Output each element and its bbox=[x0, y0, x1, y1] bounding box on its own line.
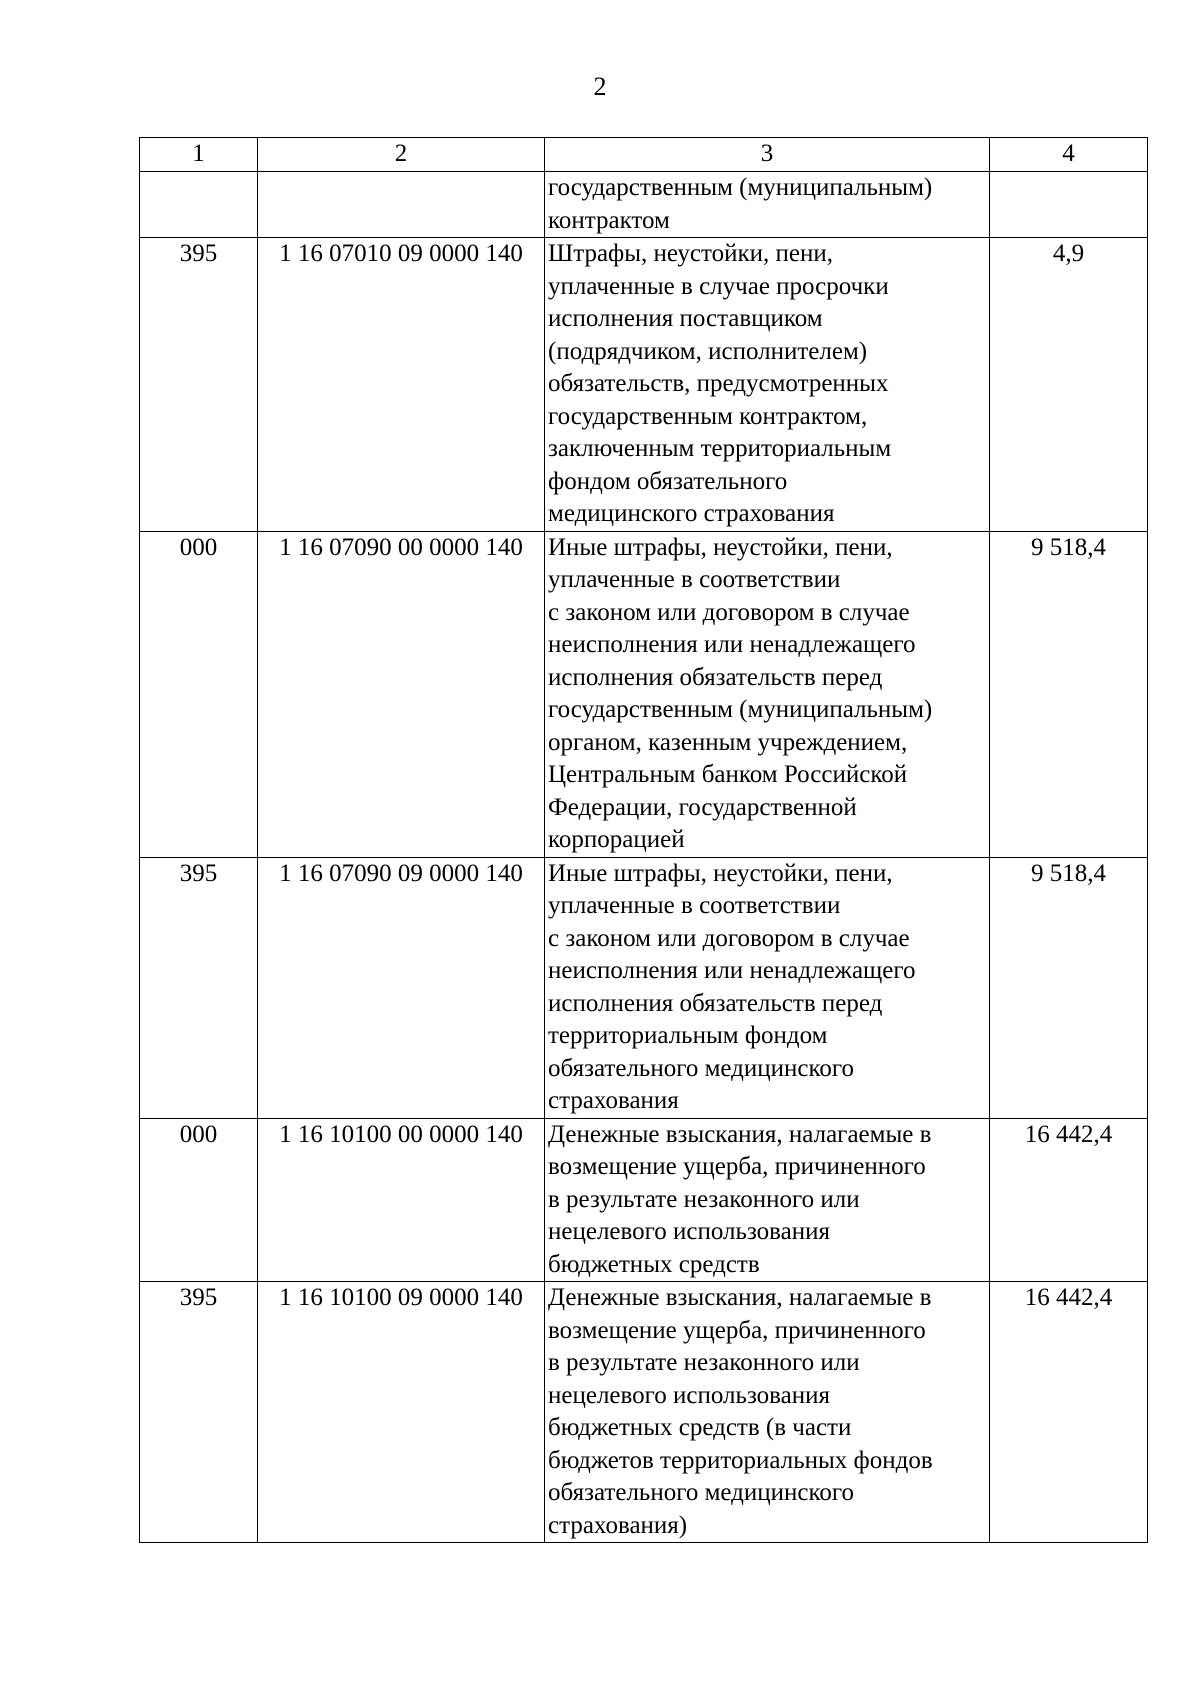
budget-classification-code-cell: 1 16 07090 09 0000 140 bbox=[258, 857, 545, 1118]
description-line: нецелевого использования bbox=[548, 1381, 830, 1409]
description-line: исполнения обязательств перед bbox=[548, 663, 883, 691]
table-header-row bbox=[140, 138, 1148, 172]
description-line: исполнения обязательств перед bbox=[548, 989, 883, 1017]
header-cell-1: 1 bbox=[140, 138, 258, 172]
amount-cell bbox=[990, 172, 1148, 238]
admin-code-cell: 395 bbox=[140, 238, 258, 532]
description-line: обязательного медицинского bbox=[548, 1479, 855, 1506]
description-line: фондом обязательного bbox=[548, 467, 788, 495]
description-line: бюджетных средств (в части bbox=[548, 1414, 852, 1441]
header-cell-4: 4 bbox=[990, 138, 1148, 172]
table-row bbox=[140, 172, 1148, 238]
header-cell-2: 2 bbox=[258, 138, 545, 172]
description-line: государственным (муниципальным) bbox=[548, 174, 933, 201]
budget-classification-code-cell: 1 16 07010 09 0000 140 bbox=[258, 238, 545, 532]
revenue-description-cell bbox=[545, 172, 990, 238]
revenue-description-cell bbox=[545, 1118, 990, 1282]
description-line: Иные штрафы, неустойки, пени, bbox=[548, 533, 893, 561]
description-line: обязательств, предусмотренных bbox=[548, 370, 889, 397]
description-line: в результате незаконного или bbox=[548, 1185, 860, 1213]
description-line: заключенным территориальным bbox=[548, 435, 892, 462]
budget-classification-code-cell: 1 16 10100 09 0000 140 bbox=[258, 1282, 545, 1543]
description-line: уплаченные в случае просрочки bbox=[548, 272, 889, 300]
description-line: бюджетов территориальных фондов bbox=[548, 1446, 933, 1474]
description-line: государственным (муниципальным) bbox=[548, 696, 933, 723]
description-line: с законом или договором в случае bbox=[548, 598, 910, 626]
revenue-description-cell bbox=[545, 857, 990, 1118]
table-row bbox=[140, 531, 1148, 857]
table-row bbox=[140, 238, 1148, 532]
description-line: Иные штрафы, неустойки, пени, bbox=[548, 859, 893, 887]
description-line: корпорацией bbox=[548, 826, 685, 853]
page-number: 2 bbox=[593, 72, 607, 101]
admin-code-cell: 395 bbox=[140, 857, 258, 1118]
description-line: Центральным банком Российской bbox=[548, 761, 908, 788]
table-row bbox=[140, 1118, 1148, 1282]
revenue-description-cell bbox=[545, 238, 990, 532]
description-line: Федерации, государственной bbox=[548, 793, 857, 821]
admin-code-cell bbox=[140, 172, 258, 238]
amount-cell: 9 518,4 bbox=[990, 531, 1148, 857]
description-line: медицинского страхования bbox=[548, 500, 835, 527]
revenue-table bbox=[139, 137, 1148, 1543]
revenue-description-cell bbox=[545, 531, 990, 857]
description-line: территориальным фондом bbox=[548, 1022, 828, 1049]
description-line: уплаченные в соответствии bbox=[548, 892, 841, 919]
amount-cell: 9 518,4 bbox=[990, 857, 1148, 1118]
description-line: неисполнения или ненадлежащего bbox=[548, 957, 916, 984]
description-line: возмещение ущерба, причиненного bbox=[548, 1153, 926, 1180]
table-row bbox=[140, 857, 1148, 1118]
description-line: в результате незаконного или bbox=[548, 1349, 860, 1376]
description-line: Денежные взыскания, налагаемые в bbox=[548, 1120, 932, 1148]
revenue-description-cell bbox=[545, 1282, 990, 1543]
description-line: исполнения поставщиком bbox=[548, 305, 823, 332]
budget-classification-code-cell: 1 16 10100 00 0000 140 bbox=[258, 1118, 545, 1282]
description-line: государственным контрактом, bbox=[548, 402, 868, 430]
admin-code-cell: 000 bbox=[140, 1118, 258, 1282]
amount-cell: 16 442,4 bbox=[990, 1118, 1148, 1282]
table-row bbox=[140, 1282, 1148, 1543]
description-line: нецелевого использования bbox=[548, 1218, 830, 1245]
description-line: страхования) bbox=[548, 1511, 688, 1539]
description-line: органом, казенным учреждением, bbox=[548, 728, 908, 756]
header-cell-3: 3 bbox=[545, 138, 990, 172]
description-line: контрактом bbox=[548, 206, 670, 234]
amount-cell: 16 442,4 bbox=[990, 1282, 1148, 1543]
description-line: Денежные взыскания, налагаемые в bbox=[548, 1284, 932, 1311]
description-line: возмещение ущерба, причиненного bbox=[548, 1316, 926, 1344]
description-line: страхования bbox=[548, 1087, 679, 1114]
description-line: (подрядчиком, исполнителем) bbox=[548, 337, 868, 365]
description-line: уплаченные в соответствии bbox=[548, 566, 841, 593]
description-line: бюджетных средств bbox=[548, 1250, 760, 1278]
admin-code-cell: 000 bbox=[140, 531, 258, 857]
description-line: с законом или договором в случае bbox=[548, 924, 910, 952]
description-line: обязательного медицинского bbox=[548, 1054, 855, 1082]
description-line: Штрафы, неустойки, пени, bbox=[548, 240, 833, 267]
amount-cell: 4,9 bbox=[990, 238, 1148, 532]
admin-code-cell: 395 bbox=[140, 1282, 258, 1543]
budget-classification-code-cell bbox=[258, 172, 545, 238]
budget-classification-code-cell: 1 16 07090 00 0000 140 bbox=[258, 531, 545, 857]
description-line: неисполнения или ненадлежащего bbox=[548, 631, 916, 658]
